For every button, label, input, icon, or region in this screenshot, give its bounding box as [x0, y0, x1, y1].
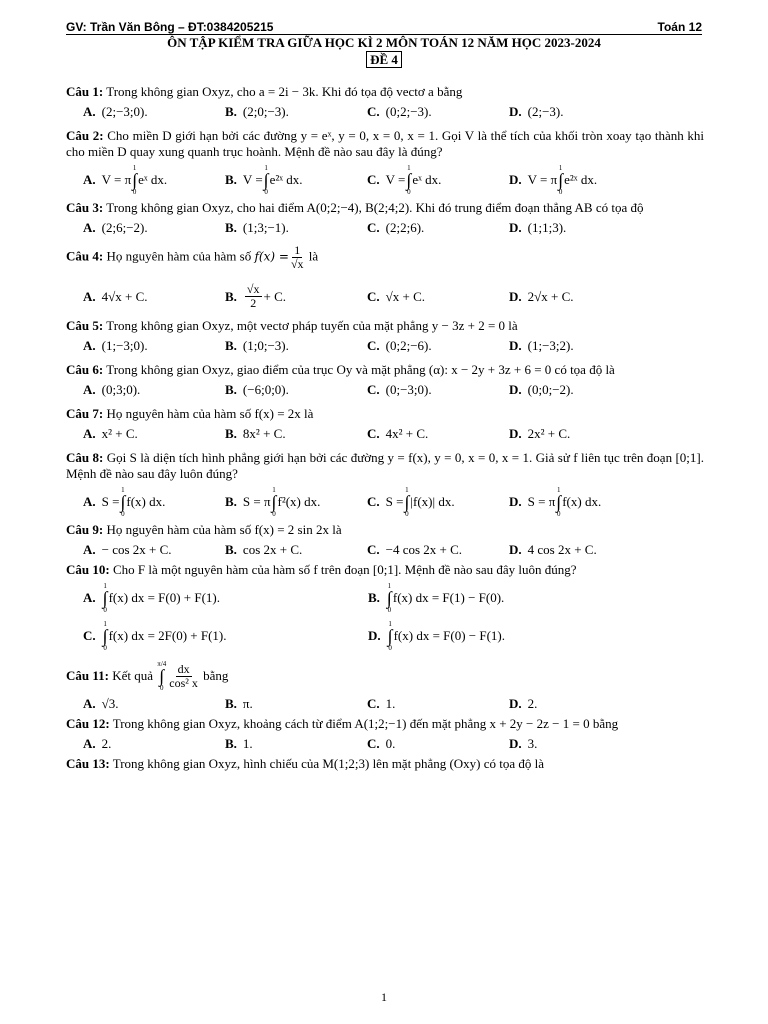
option-a: A. x² + C.	[83, 426, 138, 441]
option-b: B. cos 2x + C.	[225, 542, 303, 557]
option-c: C. (2;2;6).	[367, 220, 425, 235]
option-b: B. (1;0;−3).	[225, 338, 289, 353]
question-text: Trong không gian Oxyz, khoảng cách từ điểm A(1;2;−1) đến mặt phẳng x + 2y − 2z − 1 = 0 bằng	[112, 716, 619, 731]
integral-sign: 1 ∫ 0	[271, 486, 277, 518]
teacher-info: GV: Trần Văn Bông – ĐT:0384205215	[66, 20, 274, 34]
option-c: C. 1 ∫ 0 f(x) dx = 2F(0) + F(1).	[83, 620, 227, 652]
option-b: B. 1 ∫ 0 f(x) dx = F(1) − F(0).	[368, 582, 505, 614]
option-a: A. 2.	[83, 736, 112, 751]
option-b: B. (−6;0;0).	[225, 382, 289, 397]
question-8	[66, 450, 704, 518]
option-b: B. (1;3;−1).	[225, 220, 289, 235]
question-3	[66, 200, 704, 236]
question-6	[66, 362, 704, 398]
question-text: Trong không gian Oxyz, cho hai điểm A(0;2;−4), B(2;4;2). Khi đó trung điểm đoạn thẳng AB có tọa độ	[106, 200, 644, 215]
option-c: C. (0;2;−6).	[367, 338, 432, 353]
question-9	[66, 522, 704, 558]
integral-sign: 1 ∫ 0	[102, 582, 108, 614]
option-c: C. S = 1 ∫ 0 |f(x)| dx.	[367, 486, 455, 518]
question-12	[66, 716, 704, 752]
option-d: D. (2;−3).	[509, 104, 564, 119]
document-title	[0, 35, 768, 68]
fraction: $\frac{1}{√x}$	[290, 243, 304, 271]
option-d: D. 4 cos 2x + C.	[509, 542, 597, 557]
option-c: C. 1.	[367, 696, 396, 711]
integral-sign: π/4 ∫ 0	[157, 660, 167, 692]
question-label: Câu 9:	[66, 522, 104, 537]
question-text: Gọi S là diện tích hình phẳng giới hạn bởi các đường y = f(x), y = 0, x = 0, x = 1. Giả sử f liên tục trên đoạn [0;1]. Mệnh đề nào sau đây luôn đúng?	[66, 450, 705, 481]
option-c: C. V = 1 ∫ 0 eˣ dx.	[367, 164, 442, 196]
question-text: Họ nguyên hàm của hàm số	[106, 248, 252, 264]
question-5	[66, 318, 704, 354]
integral-sign: 1 ∫ 0	[386, 582, 392, 614]
integral-sign: 1 ∫ 0	[120, 486, 126, 518]
option-d: D. V = π 1 ∫ 0 e²ˣ dx.	[509, 164, 598, 196]
question-text: Cho F là một nguyên hàm của hàm số f trên đoạn [0;1]. Mệnh đề nào sau đây luôn đúng?	[112, 562, 577, 577]
question-text: Trong không gian Oxyz, giao điểm của trục Oy và mặt phẳng (α): x − 2y + 3z + 6 = 0 có tọa độ là	[106, 362, 615, 377]
integral-sign: 1 ∫ 0	[263, 164, 269, 196]
integral-sign: 1 ∫ 0	[404, 486, 410, 518]
option-c: C. √x + C.	[367, 288, 426, 304]
question-7	[66, 406, 704, 442]
option-a: A. (0;3;0).	[83, 382, 141, 397]
option-a: A. √3.	[83, 696, 119, 711]
option-d: D. (0;0;−2).	[509, 382, 574, 397]
option-d: D. 1 ∫ 0 f(x) dx = F(0) − F(1).	[368, 620, 506, 652]
option-a: A. (2;−3;0).	[83, 104, 148, 119]
fraction: $\frac{√x}{2}$	[246, 282, 260, 310]
question-13	[66, 756, 704, 772]
question-2	[66, 128, 704, 196]
option-d: D. 2.	[509, 696, 538, 711]
option-d: D. (1;−3;2).	[509, 338, 574, 353]
question-label: Câu 8:	[66, 450, 104, 465]
question-4: Câu 4: Họ nguyên hàm của hàm số f(x) = $\frac{1}{√x}$ là A. 4√x + C. B. $\frac{√x}{2}$ + C. C. √x + C. D. 2√x + C.	[66, 244, 704, 310]
option-c: C. 4x² + C.	[367, 426, 429, 441]
question-label: Câu 5:	[66, 318, 104, 333]
page-number: 1	[381, 990, 387, 1004]
question-text: Họ nguyên hàm của hàm số f(x) = 2x là	[106, 406, 314, 421]
option-a: A. (1;−3;0).	[83, 338, 148, 353]
title-line: ÔN TẬP KIỂM TRA GIỮA HỌC KÌ 2 MÔN TOÁN 12 NĂM HỌC 2023-2024	[167, 35, 601, 50]
question-text: Kết quả	[112, 668, 154, 683]
option-b: B. π.	[225, 696, 253, 711]
option-b: B. 1.	[225, 736, 253, 751]
question-label: Câu 13:	[66, 756, 110, 771]
option-d: D. S = π 1 ∫ 0 f(x) dx.	[509, 486, 602, 518]
integral-sign: 1 ∫ 0	[387, 620, 393, 652]
option-a: A. 4√x + C.	[83, 288, 148, 304]
subject-label: Toán 12	[657, 20, 702, 34]
question-1	[66, 84, 704, 120]
option-b: B. (2;0;−3).	[225, 104, 289, 119]
option-c: C. (0;2;−3).	[367, 104, 432, 119]
option-a: A. (2;6;−2).	[83, 220, 148, 235]
option-b: B. 8x² + C.	[225, 426, 286, 441]
option-d: D. 3.	[509, 736, 538, 751]
option-a: A. 1 ∫ 0 f(x) dx = F(0) + F(1).	[83, 582, 221, 614]
integral-sign: 1 ∫ 0	[558, 164, 564, 196]
option-a: A. V = π 1 ∫ 0 eˣ dx.	[83, 164, 168, 196]
page-header	[66, 18, 702, 35]
question-label: Câu 6:	[66, 362, 104, 377]
fraction: $\frac{dx}{\text{cos² x}}$	[169, 661, 198, 690]
option-b: B. S = π 1 ∫ 0 f²(x) dx.	[225, 486, 321, 518]
question-label: Câu 2:	[66, 128, 104, 143]
question-label: Câu 11:	[66, 668, 109, 683]
option-a: A. S = 1 ∫ 0 f(x) dx.	[83, 486, 166, 518]
question-label: Câu 12:	[66, 716, 110, 731]
option-a: A. − cos 2x + C.	[83, 542, 172, 557]
option-c: C. 0.	[367, 736, 396, 751]
question-label: Câu 10:	[66, 562, 110, 577]
question-label: Câu 1:	[66, 84, 104, 99]
exam-code: ĐỀ 4	[366, 51, 402, 68]
question-label: Câu 4:	[66, 248, 104, 264]
question-text: Cho miền D giới hạn bởi các đường y = eˣ, y = 0, x = 0, x = 1. Gọi V là thể tích của khối tròn xoay tạo thành khi cho miền D quay xung quanh trục hoành. Mệnh đề nào sau đây là đúng?	[66, 128, 705, 159]
integral-sign: 1 ∫ 0	[102, 620, 108, 652]
integral-sign: 1 ∫ 0	[132, 164, 138, 196]
integral-sign: 1 ∫ 0	[556, 486, 562, 518]
question-label: Câu 7:	[66, 406, 104, 421]
question-label: Câu 3:	[66, 200, 104, 215]
option-d: D. (1;1;3).	[509, 220, 567, 235]
option-d: D. 2√x + C.	[509, 288, 574, 304]
question-list	[66, 84, 704, 776]
question-11: Câu 11: Kết quả π/4 ∫ 0 $\frac{dx}{\text{cos² x}}$ bằng A. √3. B. π. C. 1. D. 2.	[66, 660, 704, 712]
integral-sign: 1 ∫ 0	[406, 164, 412, 196]
question-text: Trong không gian Oxyz, hình chiếu của M(1;2;3) lên mặt phẳng (Oxy) có tọa độ là	[112, 756, 545, 771]
option-d: D. 2x² + C.	[509, 426, 571, 441]
question-text: Họ nguyên hàm của hàm số f(x) = 2 sin 2x là	[106, 522, 342, 537]
option-c: C. −4 cos 2x + C.	[367, 542, 463, 557]
option-b: B. $\frac{√x}{2}$ + C.	[225, 282, 287, 310]
option-b: B. V = 1 ∫ 0 e²ˣ dx.	[225, 164, 303, 196]
option-c: C. (0;−3;0).	[367, 382, 432, 397]
question-text: Trong không gian Oxyz, một vectơ pháp tuyến của mặt phẳng y − 3z + 2 = 0 là	[106, 318, 518, 333]
question-text: Trong không gian Oxyz, cho a = 2i − 3k. Khi đó tọa độ vectơ a bằng	[106, 84, 463, 99]
question-10	[66, 562, 704, 652]
